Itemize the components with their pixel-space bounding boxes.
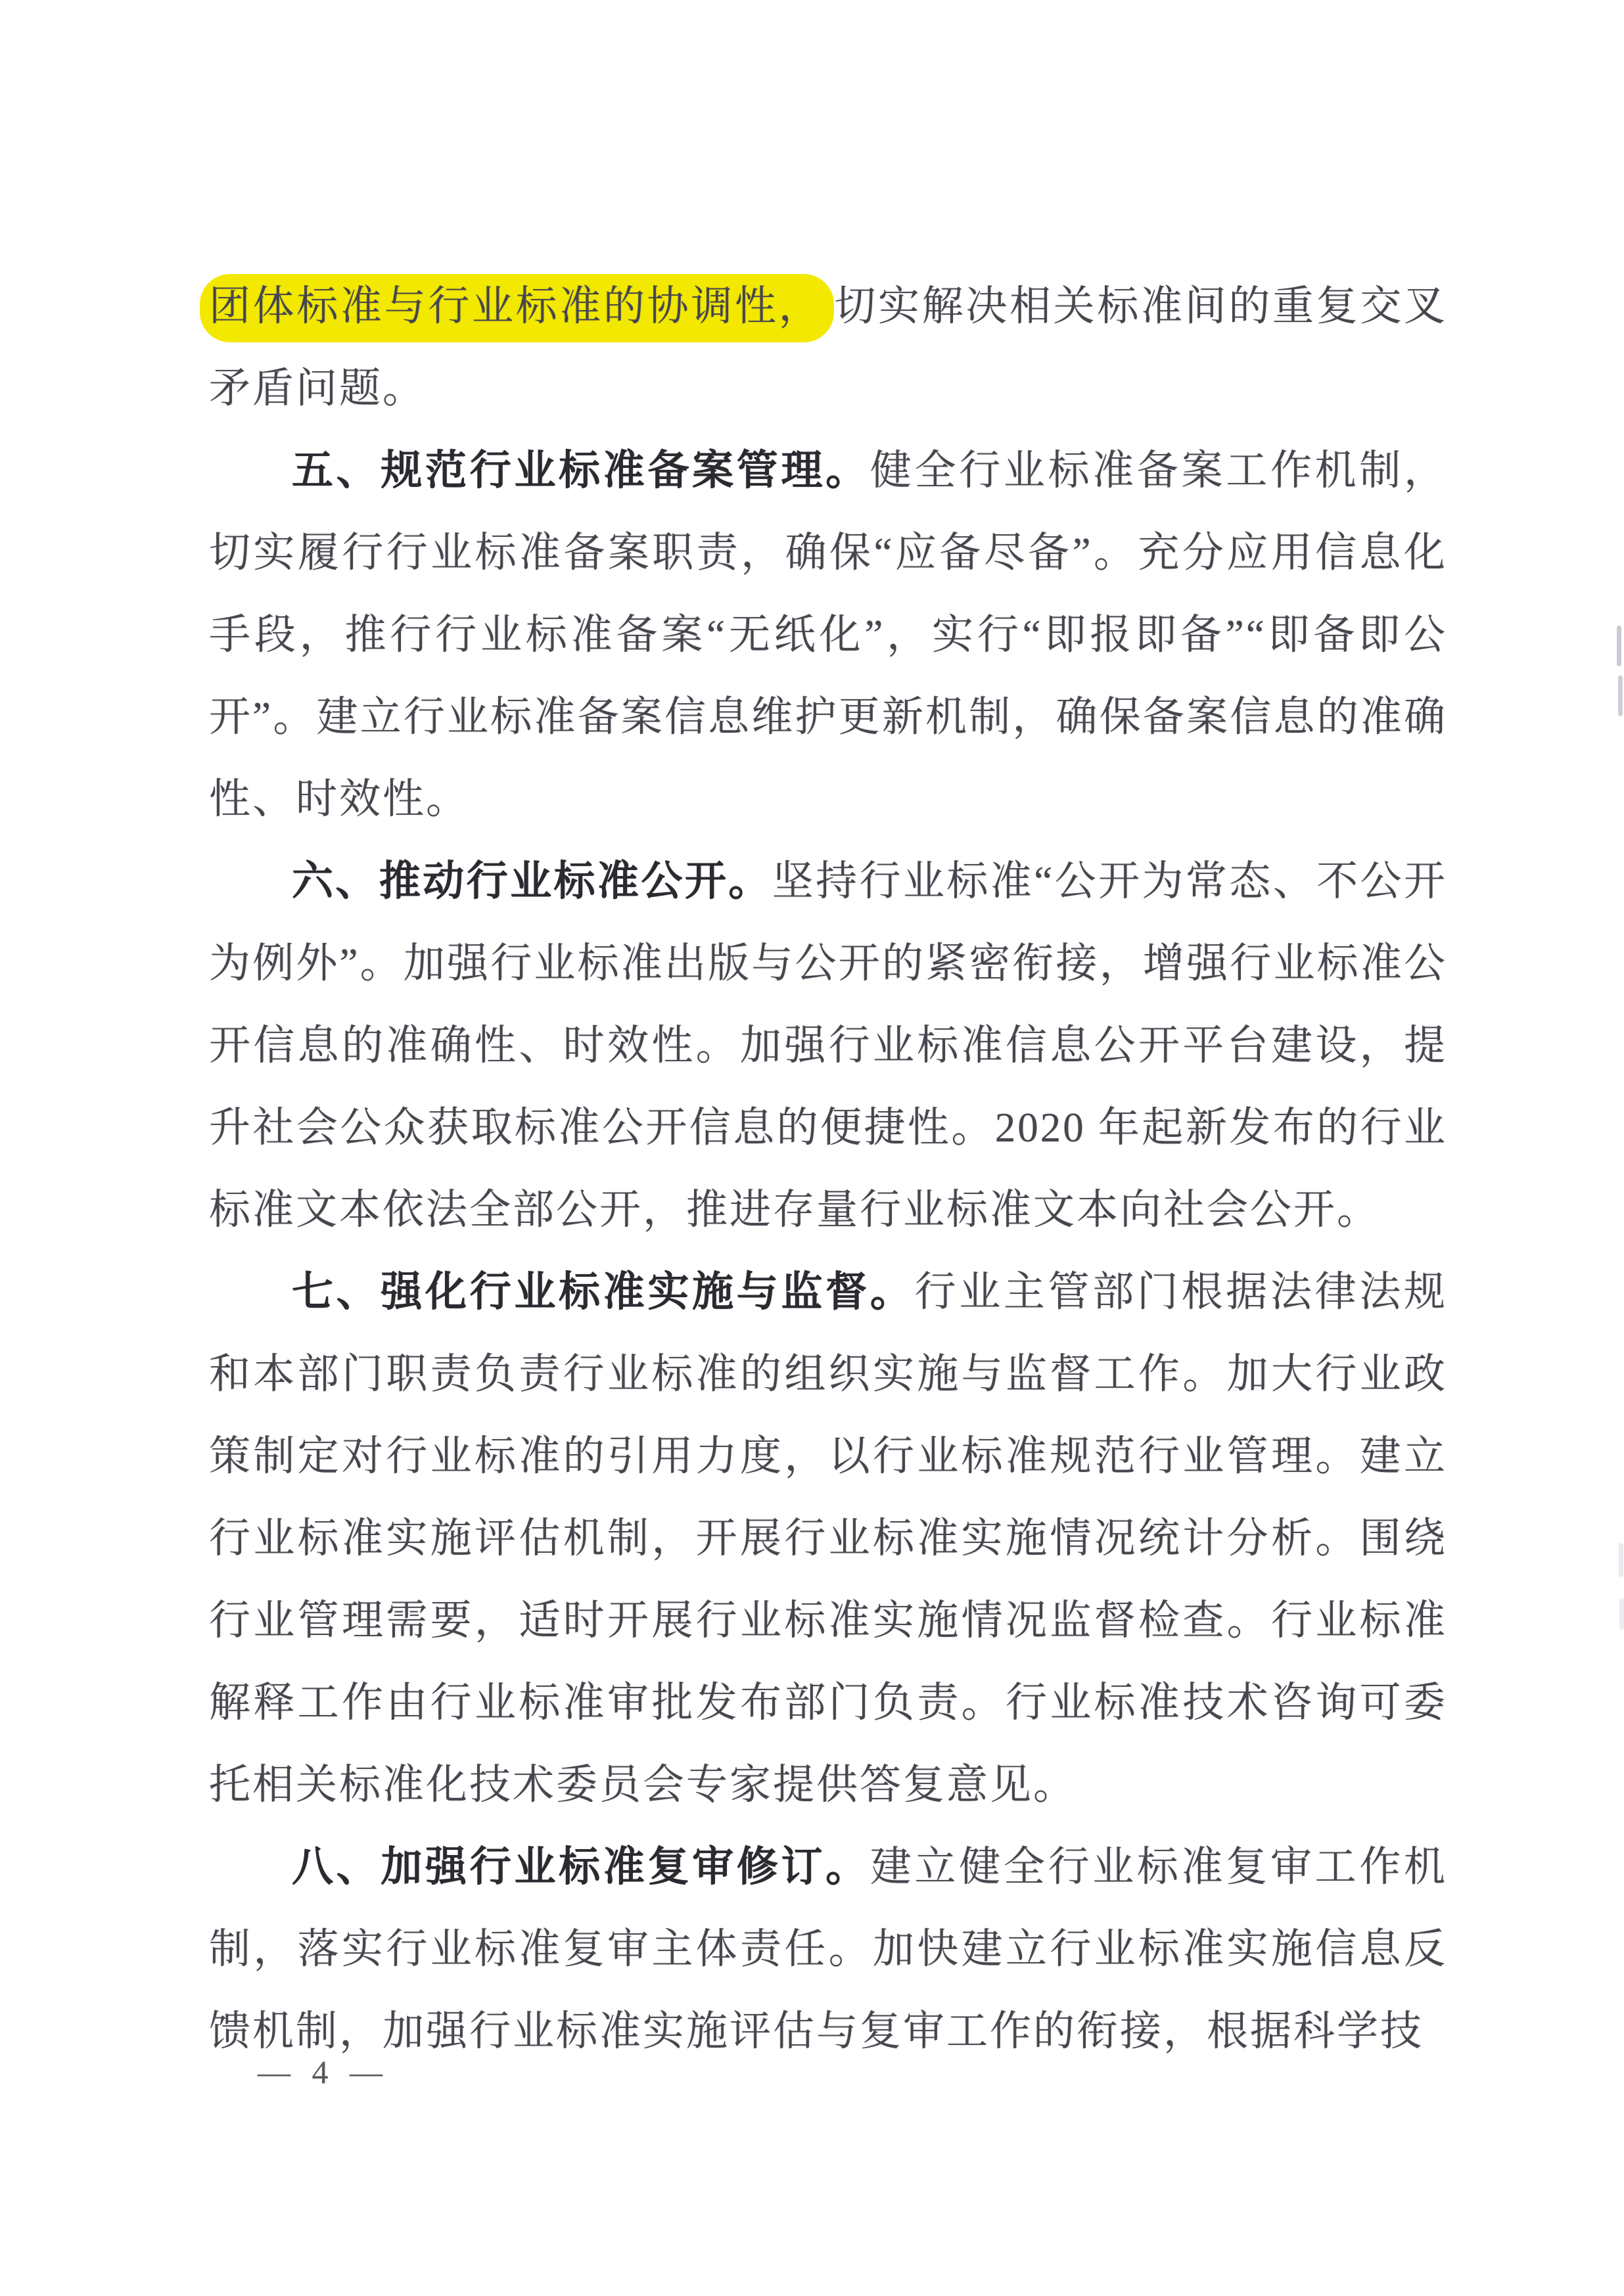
section-heading-5: 五、规范行业标准备案管理。 [292,448,870,494]
section-body-7: 行业主管部门根据法律法规和本部门职责负责行业标准的组织实施与监督工作。加大行业政策制定对行业标准的引用力度，以行业标准规范行业管理。建立行业标准实施评估机制，开展行业标准实施情况统计分析。围绕行业管理需要，适时开展行业标准实施情况监督检查。行业标准解释工作由行业标准审批发布部门负责。行业标准技术咨询可委托相关标准化技术委员会专家提供答复意见。 [209,1269,1448,1808]
section-body-8: 建立健全行业标准复审工作机制，落实行业标准复审主体责任。加快建立行业标准实施信息反馈机制，加强行业标准实施评估与复审工作的衔接，根据科学技 [209,1844,1448,2054]
paragraph-continuation [209,265,1447,430]
scan-artifact [1619,1598,1624,1630]
section-body-6: 坚持行业标准“公开为常态、不公开为例外”。加强行业标准出版与公开的紧密衔接，增强行业标准公开信息的准确性、时效性。加强行业标准信息公开平台建设，提升社会公众获取标准公开信息的便捷性。2020 年起新发布的行业标准文本依法全部公开，推进存量行业标准文本向社会公开。 [209,858,1447,1233]
section-body-5: 健全行业标准备案工作机制，切实履行行业标准备案职责，确保“应备尽备”。充分应用信息化手段，推行行业标准备案“无纸化”，实行“即报即备”“即备即公开”。建立行业标准备案信息维护更新机制，确保备案信息的准确性、时效性。 [209,448,1448,822]
paragraph-section-5 [209,430,1447,840]
scan-artifact [1619,1543,1623,1577]
page-number: — 4 — [258,2054,389,2090]
paragraph-section-7 [209,1251,1447,1826]
paragraph-section-6 [209,840,1447,1251]
section-heading-6: 六、推动行业标准公开。 [292,858,772,904]
section-heading-7: 七、强化行业标准实施与监督。 [292,1269,915,1315]
highlighted-text: 团体标准与行业标准的协调性， [200,274,834,342]
paragraph-continuation-text: 切实解决相关标准间的重复交叉矛盾问题。 [209,283,1448,411]
scan-artifact [1617,626,1621,666]
scan-artifact [1618,676,1623,716]
document-body [209,265,1447,2073]
section-heading-8: 八、加强行业标准复审修订。 [292,1844,870,1890]
paragraph-section-8 [209,1826,1447,2073]
